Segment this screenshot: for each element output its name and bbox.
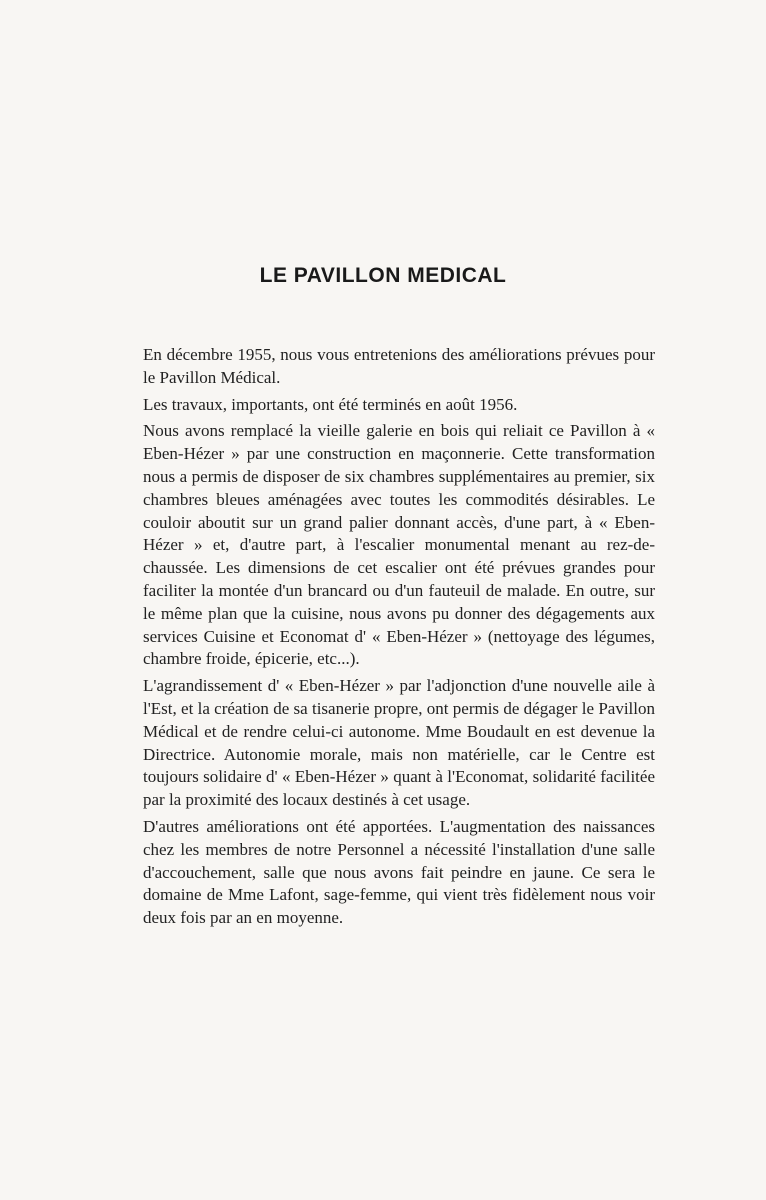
paragraph-3: Nous avons remplacé la vieille galerie en bois qui reliait ce Pavillon à « Eben-Hézer » par une construction en maçonnerie. Cette transformation nous a permis de disposer de six chambres supplémentaires au premier, six chambres bleues aménagées avec toutes les commodités désirables. Le couloir aboutit sur un grand palier donnant accès, d'une part, à « Eben-Hézer » et, d'autre part, à l'escalier monumental menant au rez-de-chaussée. Les dimensions de cet escalier ont été prévues grandes pour faciliter la montée d'un brancard ou d'un fauteuil de malade. En outre, sur le même plan que la cuisine, nous avons pu donner des dégagements aux services Cuisine et Economat d' « Eben-Hézer » (nettoyage des légumes, chambre froide, épicerie, etc...). <box>143 421 655 669</box>
show-through-texture <box>205 110 665 136</box>
page-title: LE PAVILLON MEDICAL <box>259 264 507 288</box>
paragraph-1: En décembre 1955, nous vous entretenions des améliorations prévues pour le Pavillon Médical. <box>143 345 655 387</box>
paragraph-2: Les travaux, importants, ont été terminés en août 1956. <box>143 394 518 414</box>
paragraph-5: D'autres améliorations ont été apportées. L'augmentation des naissances chez les membres de notre Personnel a nécessité l'installation d'une salle d'accouchement, salle que nous avons fait peindre en jaune. Ce sera le domaine de Mme Lafont, sage-femme, qui vient très fidèlement nous voir deux fois par an en moyenne. <box>143 816 655 928</box>
body-text <box>143 344 655 930</box>
paragraph-4: L'agrandissement d' « Eben-Hézer » par l'adjonction d'une nouvelle aile à l'Est, et la création de sa tisanerie propre, ont permis de dégager le Pavillon Médical et de rendre celui-ci autonome. Mme Boudault en est devenue la Directrice. Autonomie morale, mais non matérielle, car le Centre est toujours solidaire d' « Eben-Hézer » quant à l'Economat, solidarité facilitée par la proximité des locaux destinés à cet usage. <box>143 676 655 810</box>
